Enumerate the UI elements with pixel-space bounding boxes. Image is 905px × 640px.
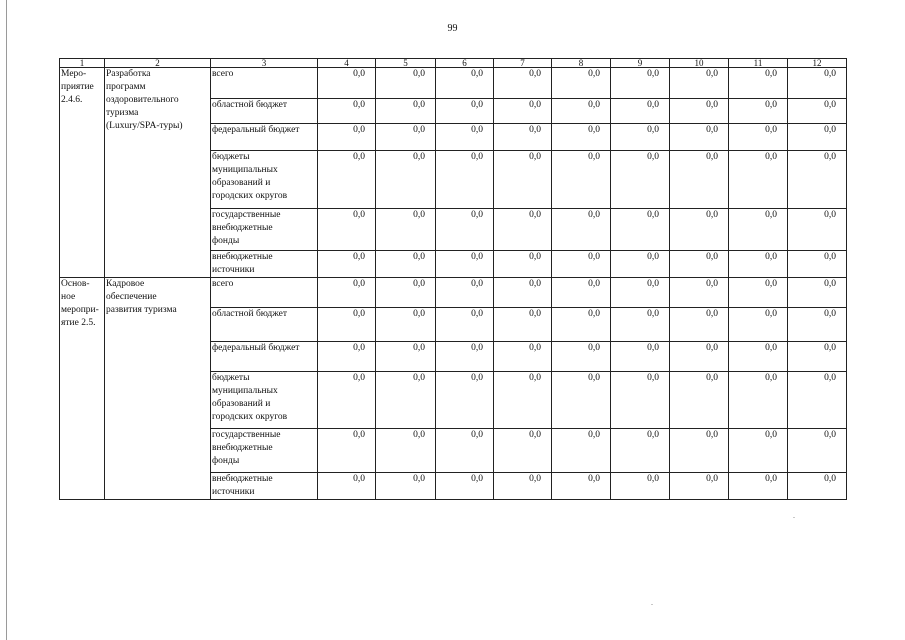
- value-cell: 0,0: [318, 209, 376, 251]
- column-number: 3: [211, 59, 318, 68]
- value-cell: 0,0: [670, 209, 729, 251]
- value-cell: 0,0: [788, 278, 847, 308]
- value-cell: 0,0: [376, 209, 436, 251]
- value-cell: 0,0: [729, 251, 788, 278]
- budget-table: [59, 58, 847, 500]
- value-cell: 0,0: [611, 68, 670, 99]
- table-row: [60, 68, 847, 99]
- value-cell: 0,0: [494, 251, 552, 278]
- value-cell: 0,0: [788, 308, 847, 342]
- value-cell: 0,0: [318, 68, 376, 99]
- value-cell: 0,0: [376, 251, 436, 278]
- column-number: 12: [788, 59, 847, 68]
- value-cell: 0,0: [729, 342, 788, 372]
- value-cell: 0,0: [436, 99, 494, 124]
- column-number: 9: [611, 59, 670, 68]
- value-cell: 0,0: [788, 151, 847, 209]
- value-cell: 0,0: [376, 99, 436, 124]
- funding-source-cell: федеральный бюджет: [211, 342, 318, 372]
- value-cell: 0,0: [552, 124, 611, 151]
- value-cell: 0,0: [788, 209, 847, 251]
- column-number: 4: [318, 59, 376, 68]
- value-cell: 0,0: [611, 429, 670, 473]
- measure-name-cell: Кадровое обеспечение развития туризма: [105, 278, 211, 500]
- funding-source-cell: федеральный бюджет: [211, 124, 318, 151]
- value-cell: 0,0: [494, 473, 552, 500]
- column-number: 11: [729, 59, 788, 68]
- column-number: 2: [105, 59, 211, 68]
- measure-code-cell: Меро- приятие 2.4.6.: [60, 68, 105, 278]
- value-cell: 0,0: [729, 68, 788, 99]
- value-cell: 0,0: [670, 278, 729, 308]
- value-cell: 0,0: [670, 124, 729, 151]
- value-cell: 0,0: [494, 429, 552, 473]
- value-cell: 0,0: [552, 68, 611, 99]
- value-cell: 0,0: [436, 209, 494, 251]
- value-cell: 0,0: [552, 473, 611, 500]
- value-cell: 0,0: [436, 342, 494, 372]
- value-cell: 0,0: [376, 124, 436, 151]
- value-cell: 0,0: [788, 68, 847, 99]
- value-cell: 0,0: [436, 372, 494, 429]
- value-cell: 0,0: [494, 124, 552, 151]
- value-cell: 0,0: [494, 209, 552, 251]
- value-cell: 0,0: [552, 99, 611, 124]
- column-number: 8: [552, 59, 611, 68]
- value-cell: 0,0: [436, 429, 494, 473]
- value-cell: 0,0: [436, 308, 494, 342]
- value-cell: 0,0: [670, 473, 729, 500]
- funding-source-cell: бюджеты муниципальных образований и городских округов: [211, 151, 318, 209]
- value-cell: 0,0: [788, 124, 847, 151]
- value-cell: 0,0: [611, 308, 670, 342]
- value-cell: 0,0: [552, 278, 611, 308]
- value-cell: 0,0: [729, 473, 788, 500]
- value-cell: 0,0: [552, 308, 611, 342]
- value-cell: 0,0: [436, 278, 494, 308]
- value-cell: 0,0: [436, 151, 494, 209]
- value-cell: 0,0: [611, 251, 670, 278]
- value-cell: 0,0: [611, 151, 670, 209]
- value-cell: 0,0: [318, 372, 376, 429]
- scan-speck: [651, 604, 653, 605]
- value-cell: 0,0: [729, 151, 788, 209]
- value-cell: 0,0: [611, 124, 670, 151]
- value-cell: 0,0: [611, 473, 670, 500]
- value-cell: 0,0: [318, 251, 376, 278]
- value-cell: 0,0: [494, 372, 552, 429]
- funding-source-cell: государственные внебюджетные фонды: [211, 209, 318, 251]
- value-cell: 0,0: [552, 342, 611, 372]
- column-number: 6: [436, 59, 494, 68]
- value-cell: 0,0: [611, 209, 670, 251]
- value-cell: 0,0: [670, 251, 729, 278]
- value-cell: 0,0: [318, 99, 376, 124]
- value-cell: 0,0: [729, 372, 788, 429]
- value-cell: 0,0: [494, 68, 552, 99]
- scan-edge-line: [6, 0, 7, 640]
- value-cell: 0,0: [611, 372, 670, 429]
- value-cell: 0,0: [670, 99, 729, 124]
- column-number-row: [60, 59, 847, 68]
- value-cell: 0,0: [611, 99, 670, 124]
- value-cell: 0,0: [670, 372, 729, 429]
- value-cell: 0,0: [729, 278, 788, 308]
- value-cell: 0,0: [494, 278, 552, 308]
- value-cell: 0,0: [436, 68, 494, 99]
- measure-name-cell: Разработка программ оздоровительного туризма (Luxury/SPA-туры): [105, 68, 211, 278]
- value-cell: 0,0: [494, 99, 552, 124]
- funding-source-cell: государственные внебюджетные фонды: [211, 429, 318, 473]
- measure-code-cell: Основ- ное меропри- ятие 2.5.: [60, 278, 105, 500]
- value-cell: 0,0: [318, 151, 376, 209]
- value-cell: 0,0: [729, 209, 788, 251]
- value-cell: 0,0: [729, 99, 788, 124]
- value-cell: 0,0: [436, 251, 494, 278]
- value-cell: 0,0: [788, 342, 847, 372]
- value-cell: 0,0: [376, 151, 436, 209]
- value-cell: 0,0: [552, 372, 611, 429]
- value-cell: 0,0: [436, 124, 494, 151]
- value-cell: 0,0: [788, 429, 847, 473]
- table-row: [60, 278, 847, 308]
- value-cell: 0,0: [376, 68, 436, 99]
- funding-source-cell: областной бюджет: [211, 308, 318, 342]
- funding-source-cell: всего: [211, 68, 318, 99]
- funding-source-cell: областной бюджет: [211, 99, 318, 124]
- value-cell: 0,0: [376, 308, 436, 342]
- value-cell: 0,0: [552, 429, 611, 473]
- value-cell: 0,0: [376, 372, 436, 429]
- value-cell: 0,0: [436, 473, 494, 500]
- value-cell: 0,0: [376, 342, 436, 372]
- value-cell: 0,0: [552, 251, 611, 278]
- value-cell: 0,0: [318, 342, 376, 372]
- value-cell: 0,0: [494, 151, 552, 209]
- value-cell: 0,0: [788, 372, 847, 429]
- value-cell: 0,0: [611, 342, 670, 372]
- value-cell: 0,0: [670, 151, 729, 209]
- value-cell: 0,0: [670, 429, 729, 473]
- funding-source-cell: внебюджетные источники: [211, 473, 318, 500]
- value-cell: 0,0: [788, 251, 847, 278]
- value-cell: 0,0: [318, 278, 376, 308]
- value-cell: 0,0: [376, 473, 436, 500]
- value-cell: 0,0: [376, 429, 436, 473]
- value-cell: 0,0: [376, 278, 436, 308]
- value-cell: 0,0: [494, 308, 552, 342]
- value-cell: 0,0: [729, 308, 788, 342]
- value-cell: 0,0: [788, 99, 847, 124]
- funding-source-cell: внебюджетные источники: [211, 251, 318, 278]
- value-cell: 0,0: [670, 342, 729, 372]
- scan-speck: [793, 517, 795, 518]
- value-cell: 0,0: [318, 308, 376, 342]
- column-number: 7: [494, 59, 552, 68]
- value-cell: 0,0: [318, 124, 376, 151]
- column-number: 1: [60, 59, 105, 68]
- value-cell: 0,0: [729, 124, 788, 151]
- value-cell: 0,0: [552, 209, 611, 251]
- value-cell: 0,0: [611, 278, 670, 308]
- value-cell: 0,0: [670, 68, 729, 99]
- value-cell: 0,0: [494, 342, 552, 372]
- value-cell: 0,0: [729, 429, 788, 473]
- page-number: 99: [447, 23, 458, 34]
- value-cell: 0,0: [788, 473, 847, 500]
- value-cell: 0,0: [552, 151, 611, 209]
- column-number: 5: [376, 59, 436, 68]
- funding-source-cell: бюджеты муниципальных образований и городских округов: [211, 372, 318, 429]
- column-number: 10: [670, 59, 729, 68]
- value-cell: 0,0: [670, 308, 729, 342]
- value-cell: 0,0: [318, 473, 376, 500]
- funding-source-cell: всего: [211, 278, 318, 308]
- value-cell: 0,0: [318, 429, 376, 473]
